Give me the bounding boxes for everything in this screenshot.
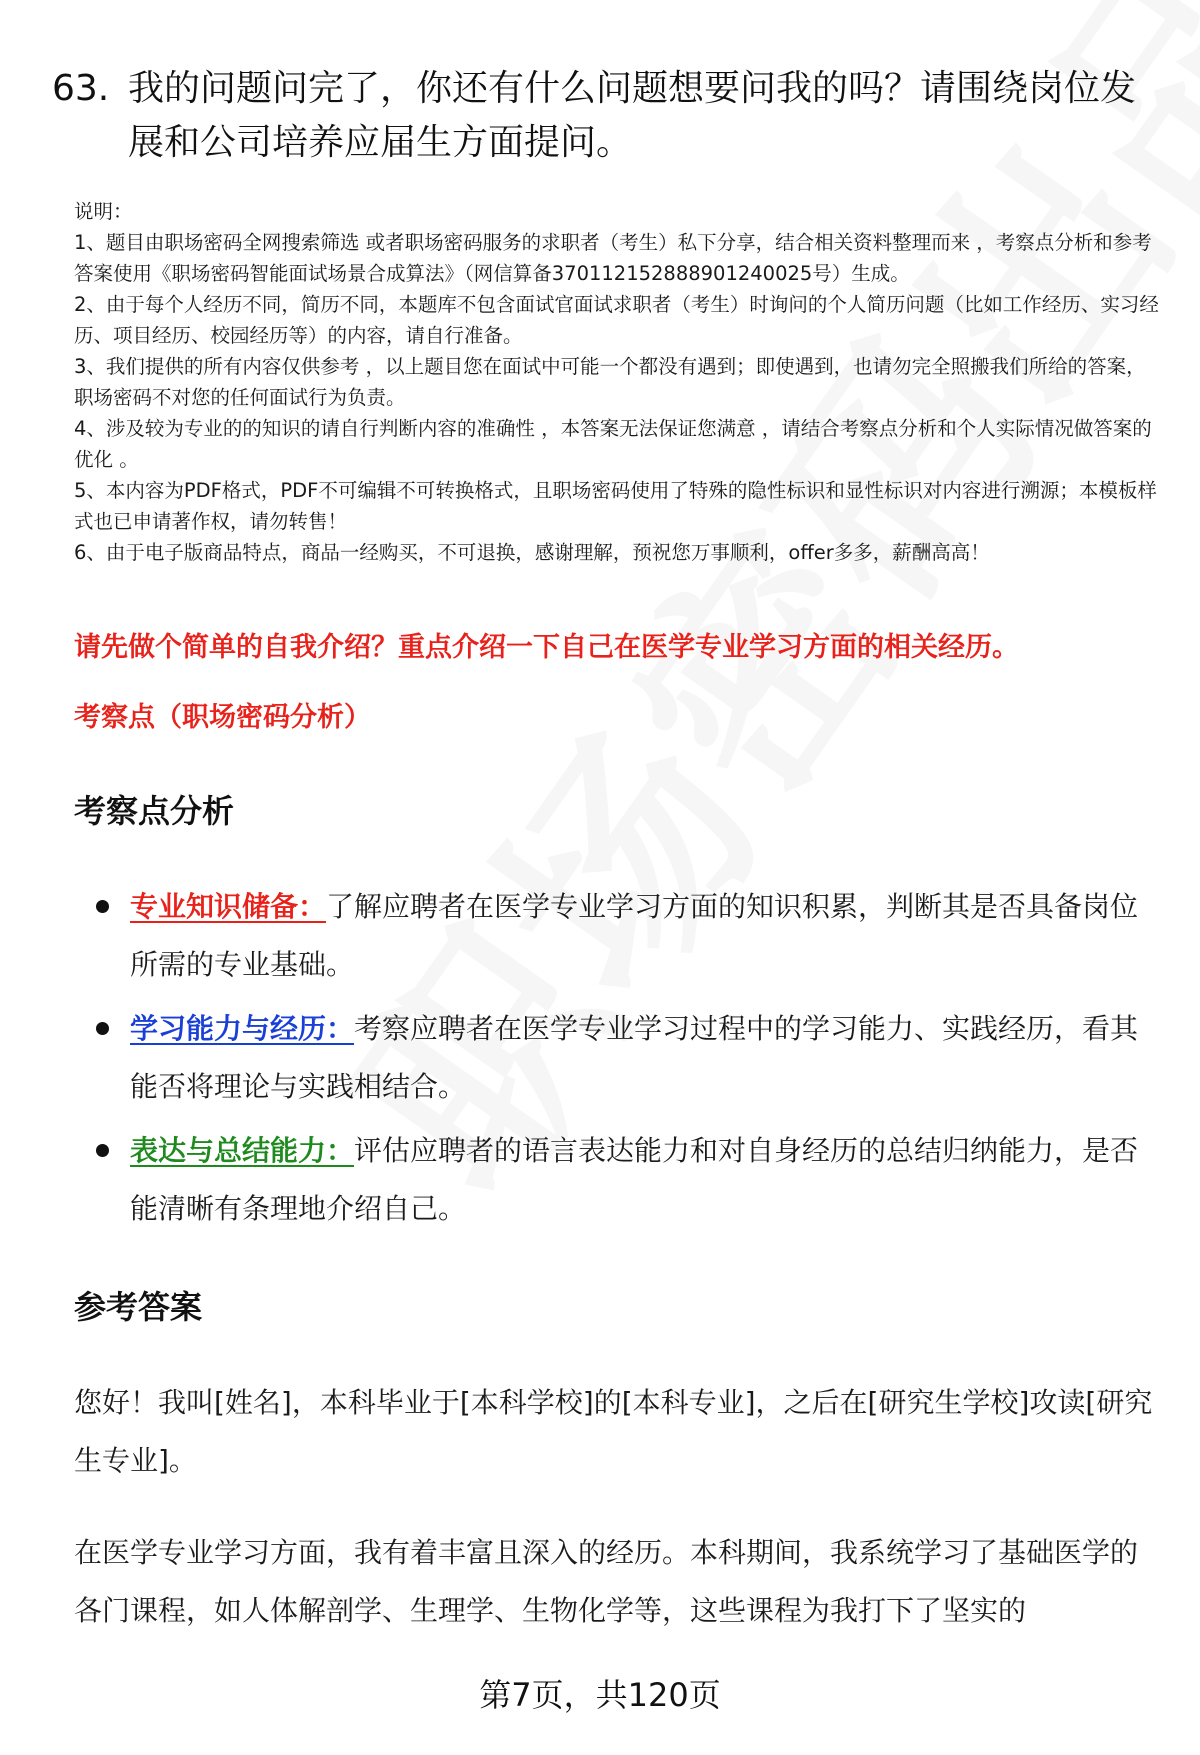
bullet-icon [96, 1144, 109, 1157]
bullet-icon [96, 900, 109, 913]
bullet-icon [96, 1022, 109, 1035]
bullet-keyword: 表达与总结能力： [130, 1134, 355, 1167]
question-line-2: 展和公司培养应届生方面提问。 [128, 122, 633, 163]
bullet-keyword: 专业知识储备： [130, 890, 327, 923]
note-item: 3、我们提供的所有内容仅供参考 ，以上题目您在面试中可能一个都没有遇到；即使遇到，也请勿完全照搬我们所给的答案，职场密码不对您的任何面试行为负责。 [74, 355, 1146, 409]
answer-paragraph: 在医学专业学习方面，我有着丰富且深入的经历。本科期间，我系统学习了基础医学的各门课程，如人体解剖学、生理学、生物化学等，这些课程为我打下了坚实的 [74, 1536, 1139, 1627]
sub-question: 请先做个简单的自我介绍？重点介绍一下自己在医学专业学习方面的相关经历。 [74, 632, 1019, 663]
section-heading-analysis: 考察点分析 [74, 792, 235, 830]
note-item: 5、本内容为PDF格式，PDF不可编辑不可转换格式，且职场密码使用了特殊的隐性标识和显性标识对内容进行溯源；本模板样式也已申请著作权，请勿转售！ [74, 479, 1157, 533]
section-heading-answer: 参考答案 [74, 1288, 203, 1326]
notes-heading: 说明： [74, 200, 133, 223]
analysis-list [96, 878, 1156, 1244]
sub-label: 考察点（职场密码分析） [74, 702, 371, 733]
bullet-text: 了解应聘者在医学专业学习方面的知识积累，判断其是否具备岗位所需的专业基础。 [130, 890, 1139, 981]
list-item [96, 1000, 1156, 1116]
note-item: 4、涉及较为专业的的知识的请自行判断内容的准确性 ，本答案无法保证您满意 ，请结合考察点分析和个人实际情况做答案的优化 。 [74, 417, 1152, 471]
list-item [96, 878, 1156, 994]
bullet-text: 考察应聘者在医学专业学习过程中的学习能力、实践经历，看其能否将理论与实践相结合。 [130, 1012, 1139, 1103]
list-item [96, 1122, 1156, 1238]
answer-paragraph: 您好！我叫[姓名]，本科毕业于[本科学校]的[本科专业]，之后在[研究生学校]攻读[研究生专业]。 [74, 1386, 1153, 1477]
bullet-text: 评估应聘者的语言表达能力和对自身经历的总结归纳能力，是否能清晰有条理地介绍自己。 [130, 1134, 1139, 1225]
note-item: 6、由于电子版商品特点，商品一经购买，不可退换，感谢理解，预祝您万事顺利，offer多多，薪酬高高！ [74, 541, 990, 564]
notes-block [74, 196, 1159, 568]
question-number: 63. [52, 68, 110, 109]
page-footer: 第7页，共120页 [479, 1676, 721, 1714]
bullet-keyword: 学习能力与经历： [130, 1012, 355, 1045]
question-title [52, 62, 1162, 170]
note-item: 1、题目由职场密码全网搜索筛选 或者职场密码服务的求职者（考生）私下分享，结合相关资料整理而来 ，考察点分析和参考答案使用《职场密码智能面试场景合成算法》（网信算备370112152888901240025号）生成。 [74, 231, 1152, 285]
question-line-1: 我的问题问完了，你还有什么问题想要问我的吗？请围绕岗位发 [128, 68, 1137, 109]
note-item: 2、由于每个人经历不同，简历不同，本题库不包含面试官面试求职者（考生）时询问的个人简历问题（比如工作经历、实习经历、项目经历、校园经历等）的内容，请自行准备。 [74, 293, 1159, 347]
